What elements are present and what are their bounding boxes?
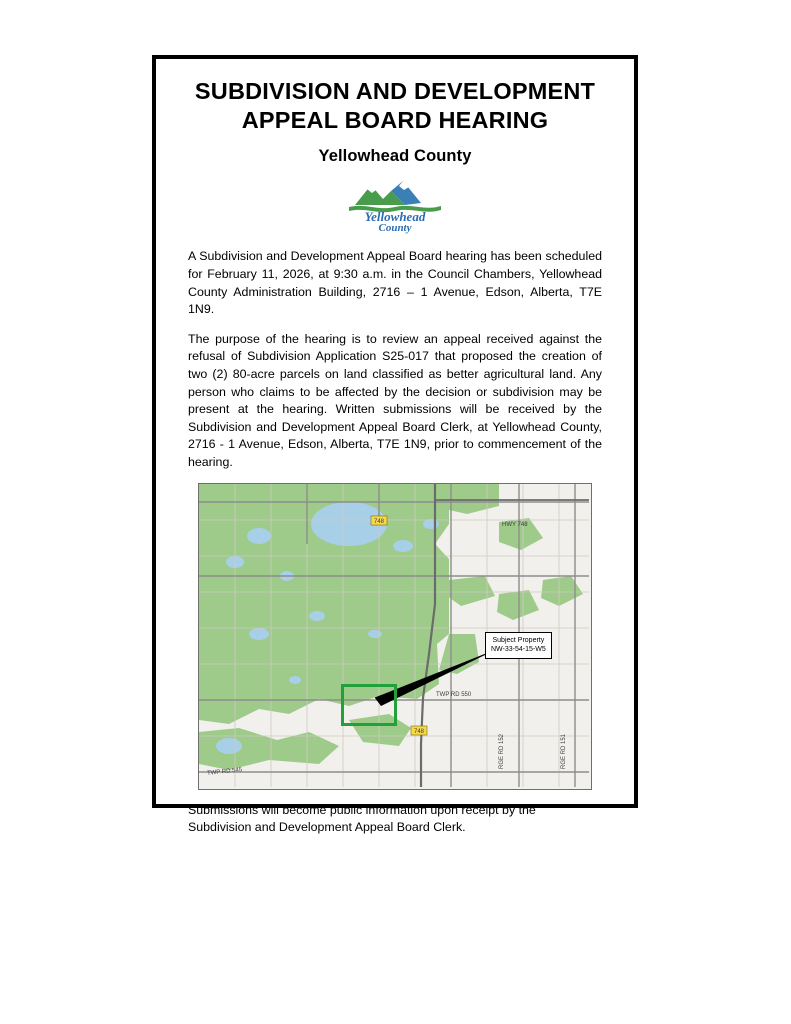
callout-legal-land-description: NW-33-54-15-W5 bbox=[491, 646, 546, 654]
map-container bbox=[186, 483, 604, 790]
svg-text:Yellowhead: Yellowhead bbox=[364, 209, 426, 225]
svg-text:748: 748 bbox=[373, 518, 385, 525]
notice-frame bbox=[152, 55, 638, 835]
callout-title: Subject Property bbox=[492, 636, 545, 644]
paragraph-hearing-notice: A Subdivision and Development Appeal Board hearing has been scheduled for February 11, 2026, at 9:30 a.m. in the Council Chambers, Yellowhead County Administration Building, 2716 – 1 Avenue, Edson, Alberta, T7E 1N9. bbox=[188, 249, 602, 317]
notice-content bbox=[156, 59, 634, 835]
title-line-1: SUBDIVISION AND DEVELOPMENT bbox=[194, 78, 596, 104]
page-title bbox=[186, 77, 604, 134]
subtitle-county: Yellowhead County bbox=[318, 147, 472, 166]
subject-property-highlight bbox=[341, 684, 397, 726]
location-map bbox=[198, 483, 592, 790]
map-label-rge-rd-152: RGE RD 152 bbox=[499, 733, 505, 769]
svg-text:748: 748 bbox=[413, 728, 425, 735]
yellowhead-county-logo bbox=[347, 179, 443, 234]
map-label-twp-rd-550: TWP RD 550 bbox=[436, 691, 472, 698]
paragraph-hearing-purpose: The purpose of the hearing is to review an appeal received against the refusal of Subdivision Application S25-017 that proposed the creation of two (2) 80-acre parcels on land classified as better agricultural land. Any person who claims to be affected by the decision or subdivision may be present at the hearing. Written submissions will be received by the Subdivision and Development Appeal Board Clerk, at Yellowhead County, 2716 - 1 Avenue, Edson, Alberta, T7E 1N9, prior to commencement of the hearing. bbox=[188, 331, 602, 470]
subject-property-callout bbox=[485, 632, 552, 659]
map-label-rge-rd-151: RGE RD 151 bbox=[561, 733, 567, 769]
map-label-twp-rd-545: TWP RD 545 bbox=[206, 766, 243, 777]
map-label-hwy-748: HWY 748 bbox=[502, 521, 528, 528]
logo-container bbox=[186, 179, 604, 234]
paragraph-public-information: Submissions will become public information upon receipt by the Subdivision and Development Appeal Board Clerk. bbox=[188, 802, 536, 835]
svg-text:County: County bbox=[378, 222, 412, 235]
title-line-2: APPEAL BOARD HEARING bbox=[241, 106, 549, 133]
